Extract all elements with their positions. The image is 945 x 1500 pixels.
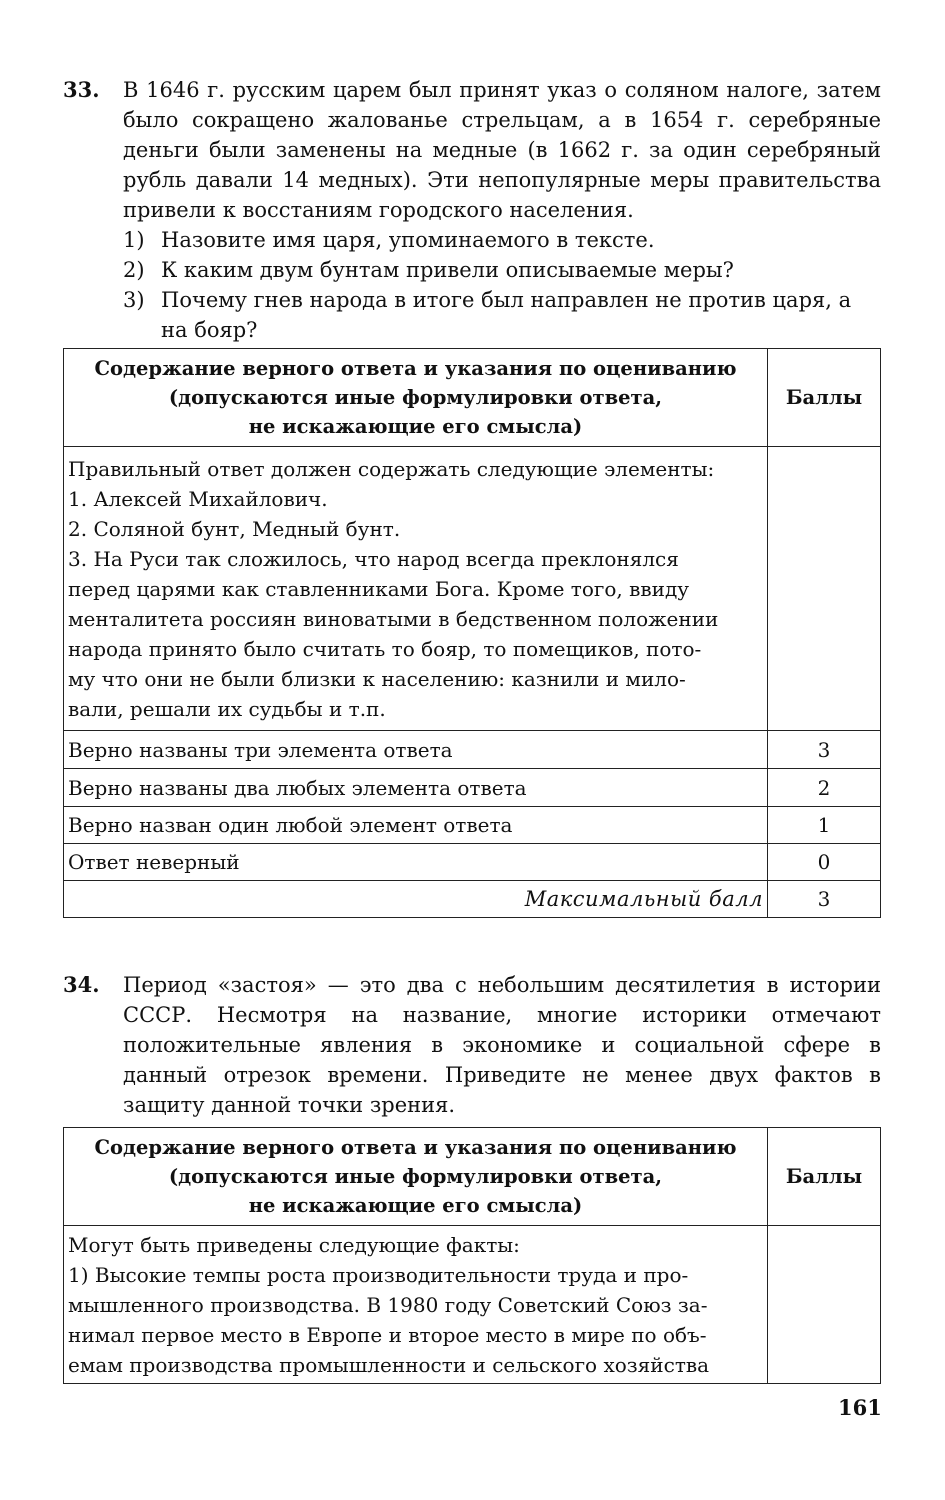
header-points: Баллы	[768, 1128, 881, 1226]
question-text: Назовите имя царя, упоминаемого в тексте.	[161, 228, 655, 252]
table-header-row	[64, 1128, 881, 1226]
answer-content: Правильный ответ должен содержать следующие элементы: 1. Алексей Михайлович. 2. Соляной бунт, Медный бунт. 3. На Руси так сложилось, что народ всегда преклонялся перед царями как ставленниками Бога. Кроме того, ввиду менталитета россиян виноватыми в бедственном положении народа принято было считать то бояр, то помещиков, пото- му что они не были близки к населению: казнили и мило- вали, решали их судьбы и т.п.	[64, 447, 768, 731]
task-number: 33.	[63, 77, 100, 102]
table-header-row	[64, 349, 881, 447]
grading-table-34	[63, 1127, 881, 1384]
criteria-row	[64, 844, 881, 881]
question-text: К каким двум бунтам привели описываемые меры?	[161, 258, 734, 282]
criteria-row	[64, 769, 881, 807]
criteria-points: 3	[768, 731, 881, 769]
question-item	[123, 255, 881, 285]
criteria-text: Верно названы два любых элемента ответа	[64, 769, 768, 807]
max-score-row	[64, 881, 881, 918]
task-number: 34.	[63, 972, 100, 997]
answer-points-empty	[768, 447, 881, 731]
max-score-label: Максимальный балл	[64, 881, 768, 918]
task-34	[63, 970, 881, 1120]
header-points: Баллы	[768, 349, 881, 447]
answer-row	[64, 447, 881, 731]
question-item	[123, 225, 881, 255]
grading-table-33	[63, 348, 881, 918]
header-content: Содержание верного ответа и указания по оцениванию (допускаются иные формулировки ответа, не искажающие его смысла)	[64, 1128, 768, 1226]
question-number: 1)	[123, 228, 145, 252]
task-text: В 1646 г. русским царем был принят указ о соляном налоге, затем было сокращено жалованье стрельцам, а в 1654 г. серебряные деньги были заменены на медные (в 1662 г. за один серебряный рубль давали 14 медных). Эти непопулярные меры правительства привели к восстаниям городского населения.	[123, 78, 881, 222]
criteria-text: Верно названы три элемента ответа	[64, 731, 768, 769]
question-number: 3)	[123, 288, 145, 312]
question-number: 2)	[123, 258, 145, 282]
task-text: Период «застоя» — это два с небольшим десятилетия в истории СССР. Несмотря на название, многие историки отмечают положительные явления в экономике и социальной сфере в данный отрезок времени. Приведите не менее двух фактов в защиту данной точки зрения.	[123, 973, 881, 1117]
criteria-text: Ответ неверный	[64, 844, 768, 881]
criteria-points: 0	[768, 844, 881, 881]
criteria-row	[64, 731, 881, 769]
page-number: 161	[838, 1395, 882, 1420]
criteria-text: Верно назван один любой элемент ответа	[64, 807, 768, 844]
answer-content: Могут быть приведены следующие факты: 1) Высокие темпы роста производительности труда и про- мышленного производства. В 1980 году Советский Союз за- нимал первое место в Европе и второе место в мире по объ- емам производства промышленности и сельского хозяйства	[64, 1226, 768, 1384]
question-item	[123, 285, 881, 345]
max-score-points: 3	[768, 881, 881, 918]
task-33	[63, 75, 881, 345]
answer-points-empty	[768, 1226, 881, 1384]
answer-row	[64, 1226, 881, 1384]
header-content: Содержание верного ответа и указания по оцениванию (допускаются иные формулировки ответа, не искажающие его смысла)	[64, 349, 768, 447]
criteria-points: 2	[768, 769, 881, 807]
question-text: Почему гнев народа в итоге был направлен не против царя, а на бояр?	[161, 288, 852, 342]
criteria-row	[64, 807, 881, 844]
criteria-points: 1	[768, 807, 881, 844]
